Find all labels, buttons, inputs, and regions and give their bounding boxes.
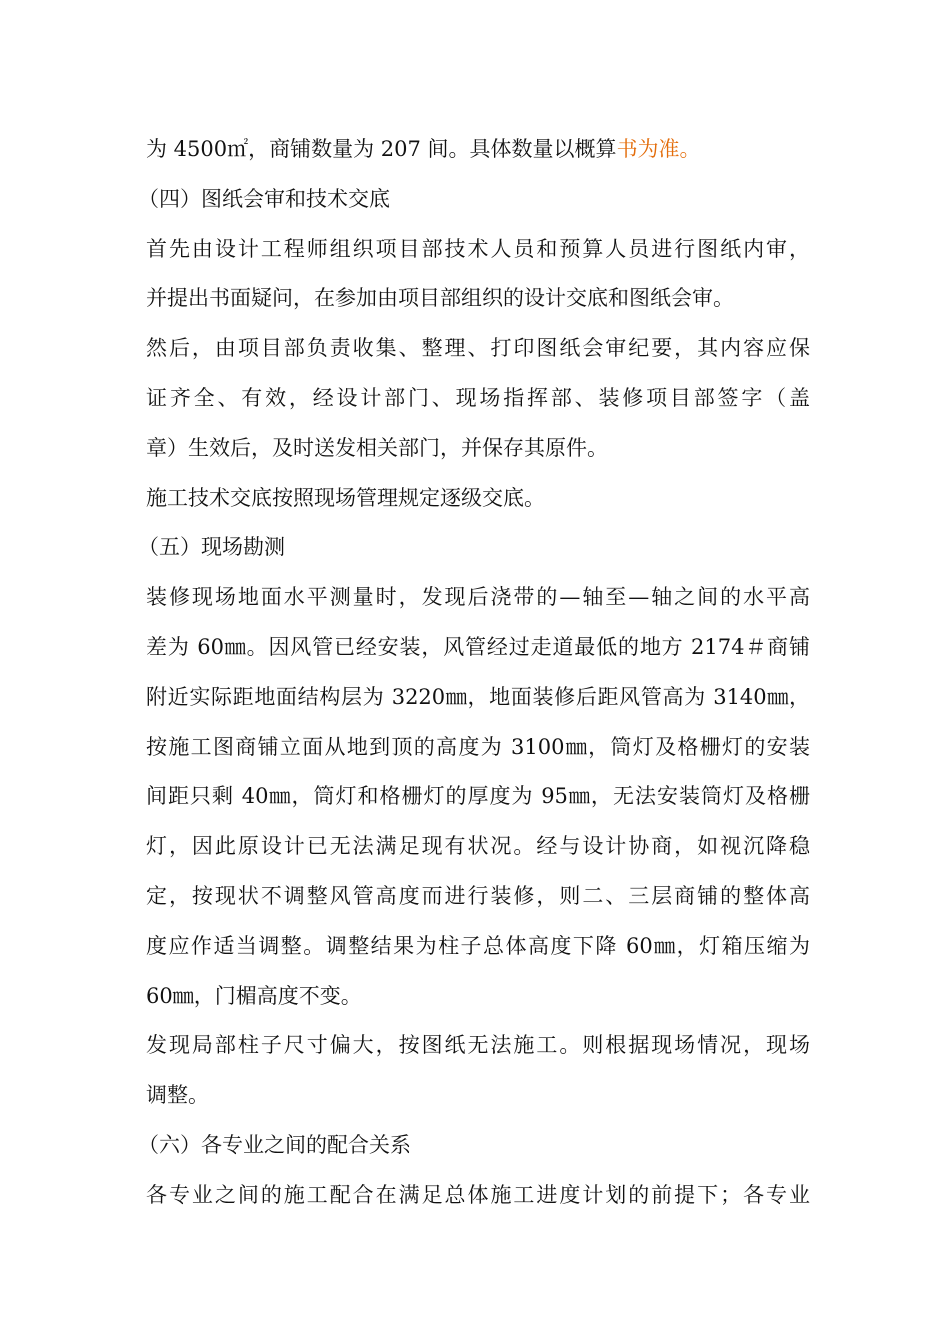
paragraph-line: 度应作适当调整。调整结果为柱子总体高度下降 60㎜，灯箱压缩为 [146,933,810,958]
paragraph-line: 施工技术交底按照现场管理规定逐级交底。 [146,485,545,510]
paragraph-line: 章）生效后，及时送发相关部门，并保存其原件。 [146,435,608,460]
section-heading: （六）各专业之间的配合关系 [138,1132,411,1157]
paragraph-line: 调整。 [146,1083,209,1108]
section-heading: （四）图纸会审和技术交底 [138,186,390,211]
paragraph-line [146,125,810,175]
paragraph-line: 60㎜，门楣高度不变。 [146,983,362,1008]
paragraph-line: 差为 60㎜。因风管已经安装，风管经过走道最低的地方 2174＃商铺 [146,634,810,659]
paragraph-line: 然后，由项目部负责收集、整理、打印图纸会审纪要，其内容应保 [146,336,810,361]
document-body [138,125,810,1221]
paragraph-line: 并提出书面疑问，在参加由项目部组织的设计交底和图纸会审。 [146,286,734,311]
paragraph-line: 间距只剩 40㎜，筒灯和格栅灯的厚度为 95㎜，无法安装筒灯及格栅 [146,784,810,809]
paragraph-line: 各专业之间的施工配合在满足总体施工进度计划的前提下；各专业 [146,1182,810,1207]
paragraph-line: 证齐全、有效，经设计部门、现场指挥部、装修项目部签字（盖 [146,385,810,410]
highlighted-text: 书为准。 [616,137,701,161]
paragraph-line: 首先由设计工程师组织项目部技术人员和预算人员进行图纸内审， [146,236,810,261]
paragraph-line: 附近实际距地面结构层为 3220㎜，地面装修后距风管高为 3140㎜， [146,684,810,709]
paragraph-line: 装修现场地面水平测量时，发现后浇带的—轴至—轴之间的水平高 [146,585,810,610]
line-text: 为 4500㎡，商铺数量为 207 间。具体数量以概算 [146,137,617,161]
paragraph-line: 发现局部柱子尺寸偏大，按图纸无法施工。则根据现场情况，现场 [146,1033,810,1058]
paragraph-line: 定，按现状不调整风管高度而进行装修，则二、三层商铺的整体高 [146,883,810,908]
paragraph-line: 灯，因此原设计已无法满足现有状况。经与设计协商，如视沉降稳 [146,834,810,859]
paragraph-line: 按施工图商铺立面从地到顶的高度为 3100㎜，筒灯及格栅灯的安装 [146,734,810,759]
section-heading: （五）现场勘测 [138,535,285,560]
